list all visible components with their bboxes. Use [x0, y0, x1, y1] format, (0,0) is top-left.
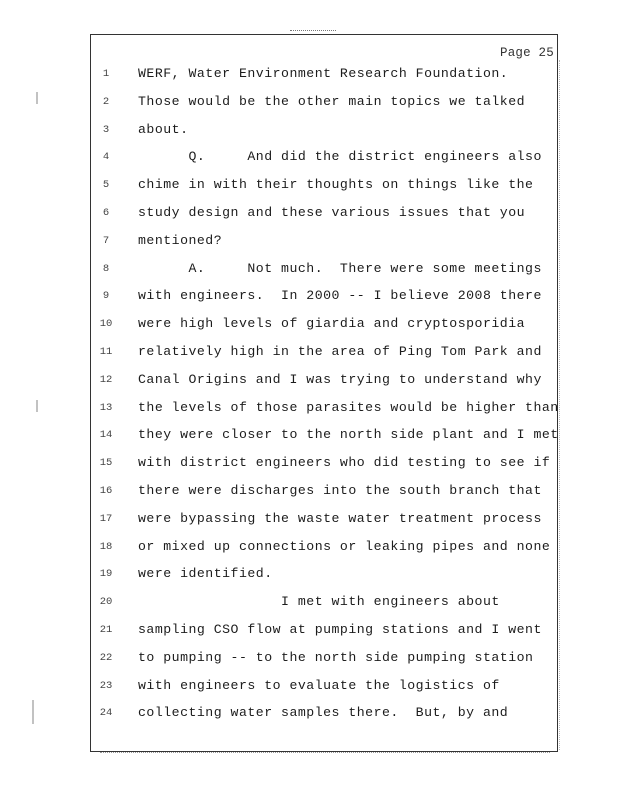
line-number: 12: [99, 373, 113, 386]
line-number: 5: [102, 179, 110, 192]
transcript-line: [0, 177, 600, 197]
transcript-line: [0, 66, 600, 86]
transcript-line: [0, 122, 600, 142]
line-number: 22: [99, 651, 113, 664]
line-number: 18: [99, 540, 113, 553]
transcript-line: [0, 261, 600, 281]
line-text: with engineers to evaluate the logistics of: [138, 677, 500, 693]
line-number: 1: [102, 68, 110, 80]
line-text: sampling CSO flow at pumping stations and I went: [138, 622, 542, 637]
line-number: 15: [99, 457, 113, 470]
line-text: were bypassing the waste water treatment process: [138, 510, 542, 526]
transcript-line: [0, 594, 600, 614]
line-number: 23: [99, 679, 113, 692]
page-number-label: Page 25: [500, 46, 554, 60]
line-text: the levels of those parasites would be higher than: [138, 399, 559, 415]
transcript-line: [0, 539, 600, 559]
transcript-line: [0, 483, 600, 503]
line-number: 21: [99, 624, 113, 636]
line-number: 10: [99, 318, 113, 331]
line-text: Q. And did the district engineers also: [138, 149, 542, 165]
transcript-line: [0, 372, 600, 392]
line-text: about.: [138, 121, 189, 137]
line-text: they were closer to the north side plant and I met: [138, 427, 559, 443]
line-text: were high levels of giardia and cryptosporidia: [138, 316, 526, 332]
line-text: there were discharges into the south branch that: [138, 483, 542, 498]
line-text: mentioned?: [138, 232, 223, 248]
line-text: Canal Origins and I was trying to understand why: [138, 371, 542, 387]
line-text: or mixed up connections or leaking pipes and none: [138, 538, 551, 554]
transcript-line: [0, 511, 600, 531]
line-number: 6: [102, 207, 110, 219]
line-text: to pumping -- to the north side pumping station: [138, 649, 534, 665]
transcript-page-border: [90, 34, 558, 752]
transcript-line: [0, 427, 600, 447]
line-text: study design and these various issues that you: [138, 205, 526, 220]
line-text: Those would be the other main topics we talked: [138, 93, 526, 109]
line-text: were identified.: [138, 566, 273, 582]
line-text: I met with engineers about: [138, 594, 500, 610]
transcript-line: [0, 233, 600, 253]
transcript-line: [0, 316, 600, 336]
line-text: A. Not much. There were some meetings: [138, 260, 542, 276]
transcript-line: [0, 149, 600, 169]
line-number: 16: [99, 485, 113, 497]
line-text: with district engineers who did testing to see if: [138, 455, 551, 471]
line-number: 4: [102, 151, 110, 164]
line-number: 14: [99, 429, 113, 442]
bottom-margin-artifact: [100, 752, 550, 755]
transcript-line: [0, 344, 600, 364]
line-text: WERF, Water Environment Research Foundation.: [138, 66, 509, 81]
line-text: with engineers. In 2000 -- I believe 2008 there: [138, 288, 542, 304]
line-number: 7: [102, 234, 110, 247]
line-number: 19: [99, 568, 113, 581]
line-number: 17: [99, 512, 113, 525]
transcript-line: [0, 400, 600, 420]
line-number: 8: [102, 262, 110, 275]
line-number: 9: [102, 290, 110, 303]
line-number: 24: [99, 707, 113, 720]
transcript-line: [0, 288, 600, 308]
line-text: relatively high in the area of Ping Tom Park and: [138, 344, 542, 359]
transcript-line: [0, 650, 600, 670]
line-text: chime in with their thoughts on things like the: [138, 177, 534, 193]
transcript-line: [0, 622, 600, 642]
line-number: 2: [102, 95, 110, 108]
transcript-line: [0, 205, 600, 225]
line-text: collecting water samples there. But, by and: [138, 705, 509, 721]
line-number: 11: [99, 346, 113, 358]
transcript-line: [0, 94, 600, 114]
line-number: 3: [102, 123, 110, 136]
transcript-line: [0, 455, 600, 475]
line-number: 20: [99, 596, 113, 609]
transcript-line: [0, 566, 600, 586]
transcript-line: [0, 678, 600, 698]
transcript-line: [0, 705, 600, 725]
line-number: 13: [99, 401, 113, 414]
